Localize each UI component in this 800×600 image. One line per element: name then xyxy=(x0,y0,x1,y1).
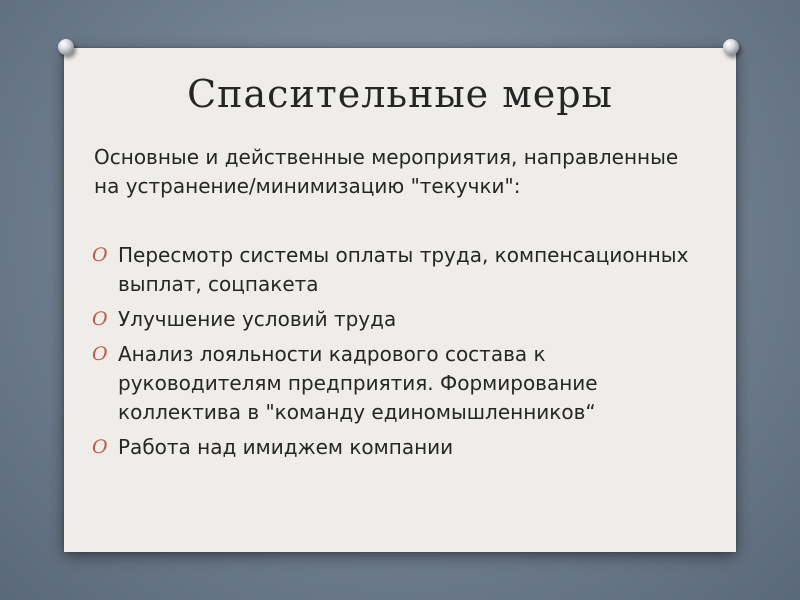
list-item xyxy=(92,340,712,427)
list-item xyxy=(92,241,712,299)
bullet-text: Пересмотр системы оплаты труда, компенсационных выплат, соцпакета xyxy=(118,243,689,296)
intro-text: Основные и действенные мероприятия, направленные на устранение/минимизацию "текучки": xyxy=(94,145,679,198)
bullet-text: Анализ лояльности кадрового состава к руководителям предприятия. Формирование коллектива в "команду единомышленников“ xyxy=(118,342,598,424)
pushpin-icon xyxy=(58,39,74,55)
pushpin-icon xyxy=(723,39,739,55)
o-bullet-icon: O xyxy=(92,244,108,266)
slide-title: Спасительные меры xyxy=(187,72,613,116)
o-bullet-icon: O xyxy=(92,308,108,330)
bullet-text: Улучшение условий труда xyxy=(118,307,397,331)
bullet-list xyxy=(92,241,712,468)
list-item xyxy=(92,433,712,462)
o-bullet-icon: O xyxy=(92,436,108,458)
list-item xyxy=(92,305,712,334)
bullet-text: Работа над имиджем компании xyxy=(118,435,454,459)
o-bullet-icon: O xyxy=(92,343,108,365)
